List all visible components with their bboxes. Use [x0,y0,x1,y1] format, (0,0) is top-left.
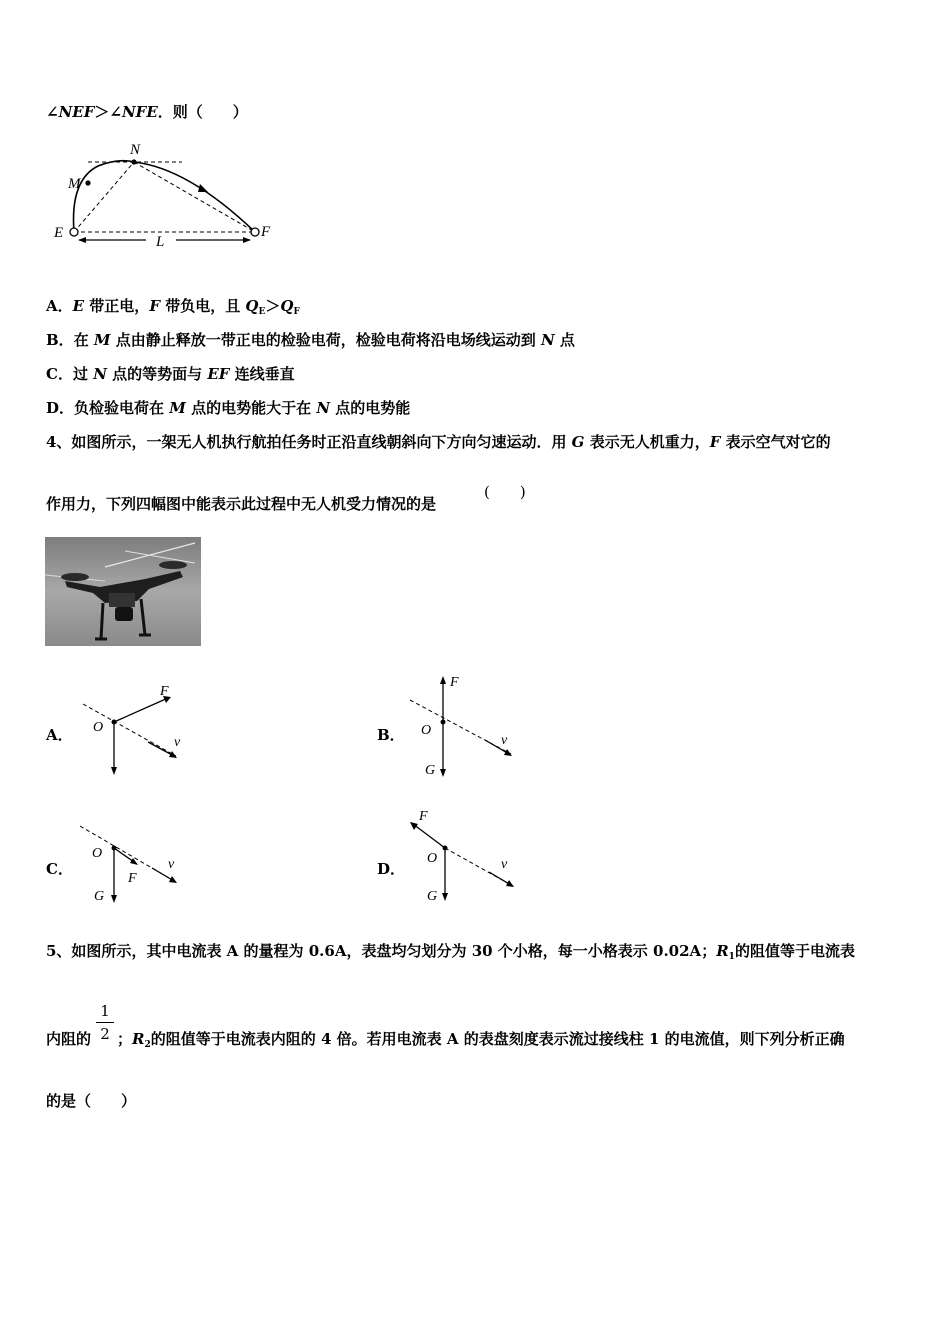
q5-fraction-half: 1 2 [96,1002,114,1043]
q4-option-a-diagram [78,680,188,780]
svg-text:G: G [425,763,436,778]
q3-field-figure [48,140,288,255]
q4-option-d-label: D． [377,860,406,878]
svg-text:F: F [450,675,459,690]
svg-text:O: O [92,846,103,861]
q3-label-l: L [156,234,165,250]
svg-text:F: F [128,871,137,886]
q3-point-m [85,180,90,185]
q3-dashed-nf [134,162,255,232]
q3-dashed-ne [74,162,134,232]
q3-point-n [131,159,136,164]
q4-option-c-diagram [78,818,188,913]
svg-text:G: G [427,889,438,904]
svg-text:F: F [160,684,169,699]
q3-option-b: B．在 M 点由静止释放一带正电的检验电荷，检验电荷将沿电场线运动到 N 点 [46,331,575,349]
q3-label-f: F [261,224,271,240]
q3-length-arrowhead-right [243,237,251,243]
q5-stem-line1: 5、如图所示，其中电流表 A 的量程为 0.6A，表盘均匀划分为 30 个小格，每一小格表示 0.02A；$R_1$的阻值等于电流表 [46,942,855,962]
svg-text:v: v [501,857,508,872]
q3-curve-arrow [198,184,208,192]
svg-text:v: v [174,735,181,750]
q4-option-c-label: C． [46,860,73,878]
svg-text:O: O [421,723,432,738]
q4-option-b-label: B． [377,726,405,744]
svg-text:O: O [427,851,438,866]
q4-stem-line1: 4、如图所示，一架无人机执行航拍任务时正沿直线朝斜向下方向匀速运动．用 G 表示无人机重力，F 表示空气对它的 [46,433,831,451]
q3-option-d: D．负检验电荷在 M 点的电势能大于在 N 点的电势能 [46,399,411,417]
svg-text:O: O [93,720,104,735]
q3-label-m: M [68,176,81,192]
q3-label-n: N [130,142,141,158]
q4-stem-line2: 作用力，下列四幅图中能表示此过程中无人机受力情况的是 [46,495,437,513]
q3-option-c: C．过 N 点的等势面与 EF 连线垂直 [46,365,295,383]
svg-text:F: F [419,809,428,824]
q4-answer-paren: ( ) [484,483,526,501]
svg-text:v: v [168,857,175,872]
q4-option-a-label: A． [46,726,73,744]
q3-label-e: E [54,225,64,241]
q5-stem-line3: 的是（ ） [46,1092,137,1110]
q3-point-f [251,228,259,236]
q5-stem-line2: 内阻的 ；$R_2$的阻值等于电流表内阻的 4 倍。若用电流表 A 的表盘刻度表示流过接线柱 1 的电流值，则下列分析正确 [46,1030,845,1050]
q3-field-curve [74,161,256,232]
svg-text:G: G [94,889,105,904]
drone-photo [45,537,201,646]
svg-text:v: v [501,733,508,748]
q4-option-b-diagram [405,670,525,780]
q3-option-a: A．E 带正电，F 带负电，且 $Q_E>Q_F$ [46,297,300,317]
q3-length-arrowhead-left [78,237,86,243]
q3-stem-tail: ∠NEF＞∠NFE．则（ ） [46,103,248,121]
q3-point-e [70,228,78,236]
q4-option-d-diagram [405,806,525,912]
